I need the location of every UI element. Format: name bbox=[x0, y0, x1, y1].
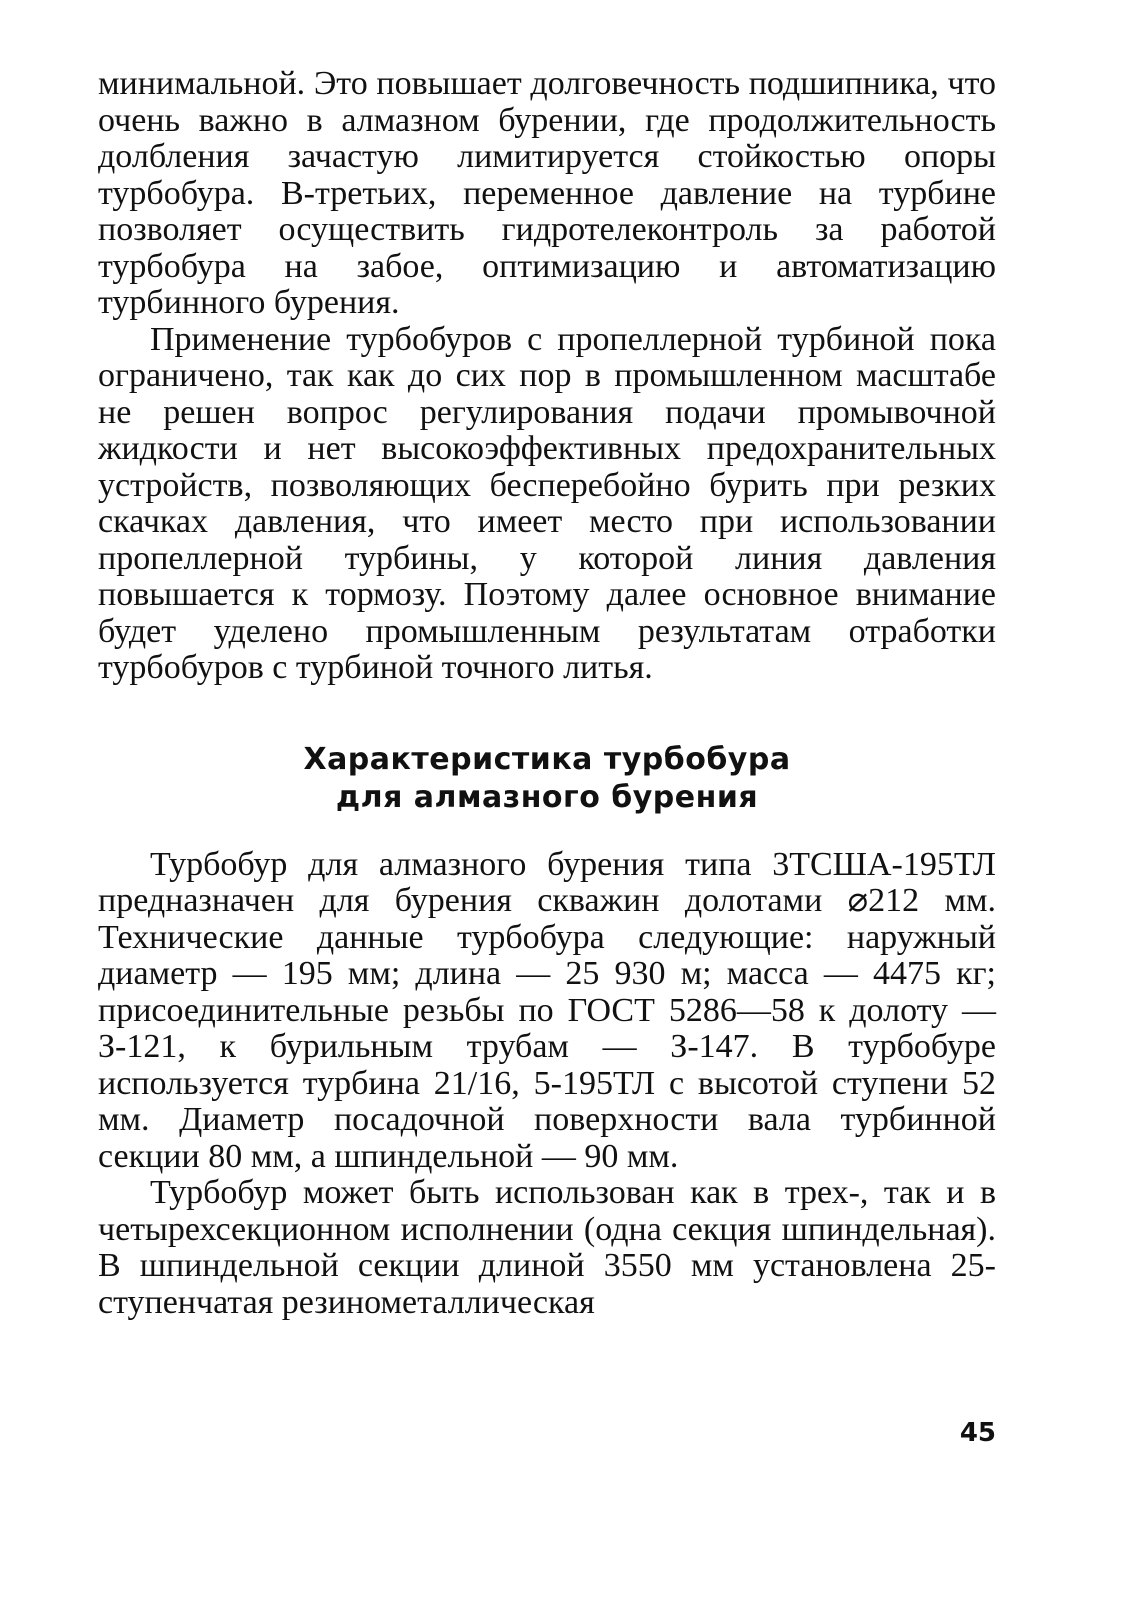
section-heading-line-1: Характеристика турбобура bbox=[303, 741, 791, 777]
page-number: 45 bbox=[959, 1418, 996, 1448]
paragraph-3: Турбобур для алмазного бурения типа 3ТСША-195ТЛ предназначен для бурения скважин долотами ⌀212 мм. Технические данные турбобура следующие: наружный диаметр — 195 мм; длина — 25 930 м; масса — 4475 кг; присоединительные резьбы по ГОСТ 5286—58 к долоту — З-121, к бурильным трубам — З-147. В турбобуре используется турбина 21/16, 5-195ТЛ с высотой ступени 52 мм. Диаметр посадочной поверхности вала турбинной секции 80 мм, а шпиндельной — 90 мм. bbox=[98, 845, 996, 1175]
paragraph-1: минимальной. Это повышает долговечность подшипника, что очень важно в алмазном бурении, где продолжительность долбления зачастую лимитируется стойкостью опоры турбобура. В-третьих, переменное давление на турбине позволяет осуществить гидротелеконтроль за работой турбобура на забое, оптимизацию и автоматизацию турбинного бурения. bbox=[98, 65, 996, 321]
paragraph-4: Турбобур может быть использован как в трех-, так и в четырехсекционном исполнении (одна секция шпиндельная). В шпиндельной секции длиной 3550 мм установлена 25-ступенчатая резинометаллическая bbox=[98, 1174, 996, 1321]
paragraph-2: Применение турбобуров с пропеллерной турбиной пока ограничено, так как до сих пор в промышленном масштабе не решен вопрос регулирования подачи промывочной жидкости и нет высокоэффективных предохранительных устройств, позволяющих бесперебойно бурить при резких скачках давления, что имеет место при использовании пропеллерной турбины, у которой линия давления повышается к тормозу. Поэтому далее основное внимание будет уделено промышленным результатам отработки турбобуров с турбиной точного литья. bbox=[98, 320, 996, 686]
section-heading-line-2: для алмазного бурения bbox=[335, 779, 759, 815]
page-body bbox=[98, 66, 996, 1321]
section-heading bbox=[98, 741, 996, 817]
